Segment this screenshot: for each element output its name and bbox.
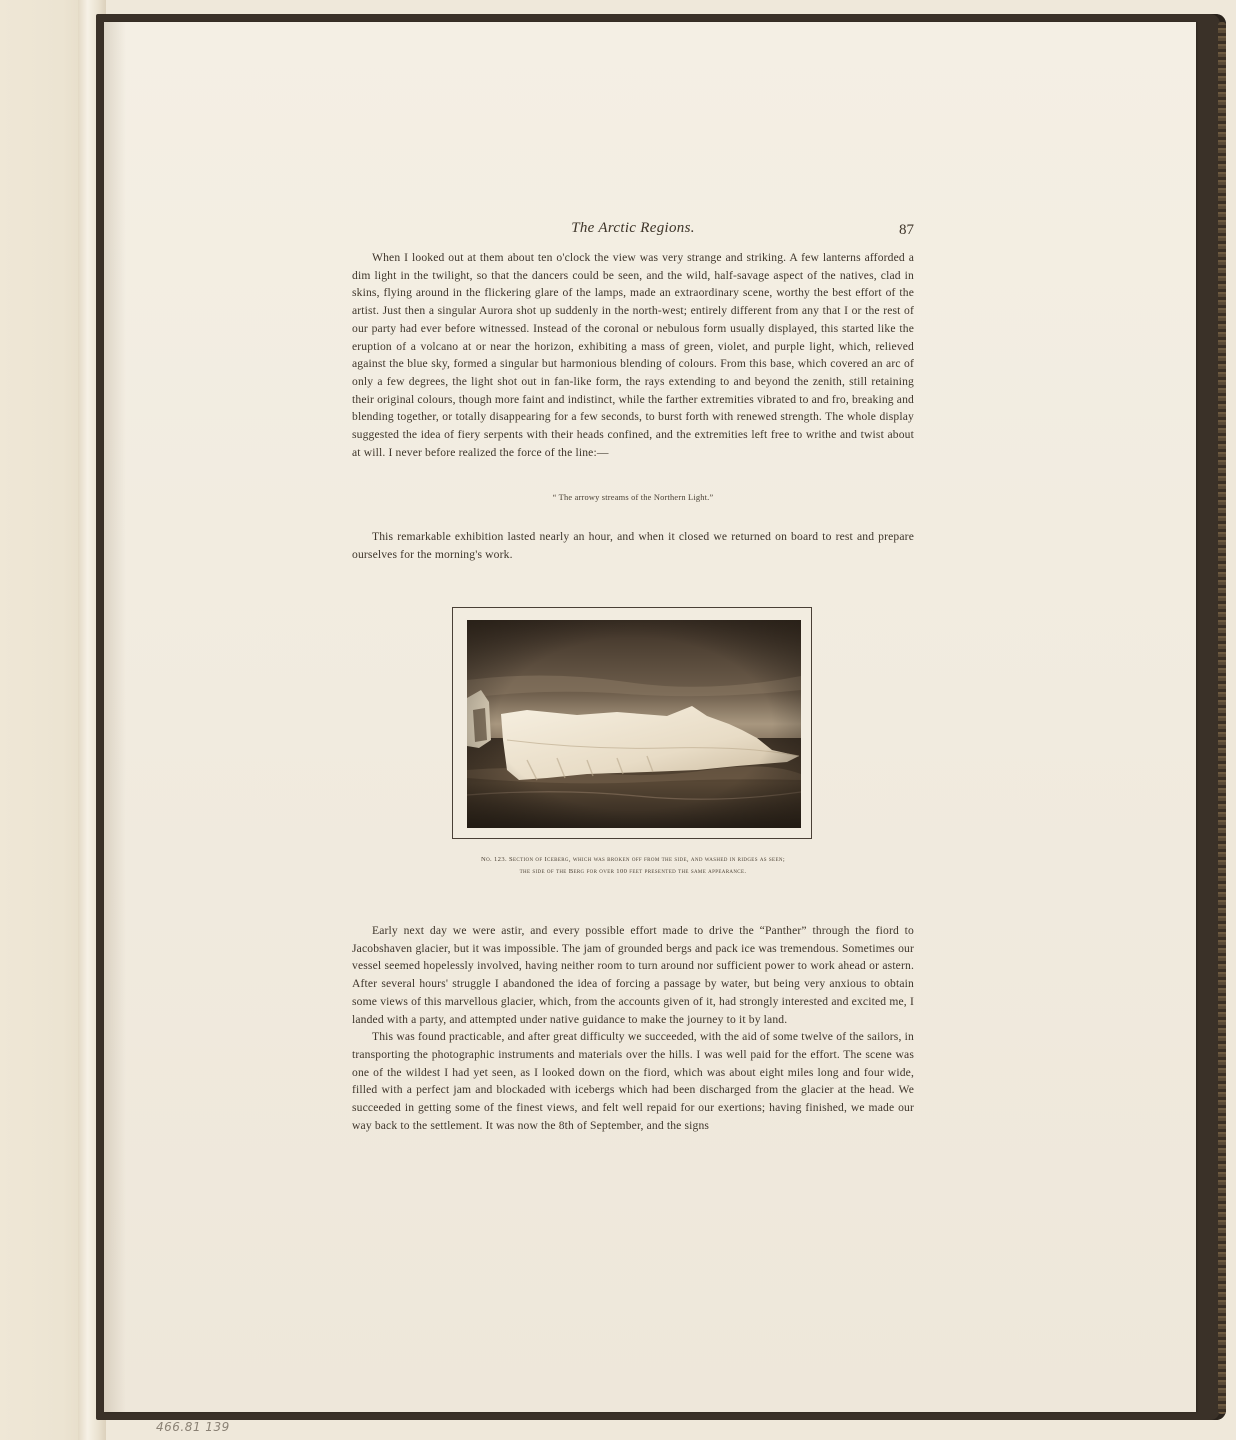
page-title: The Arctic Regions. <box>571 220 695 236</box>
caption-line: the side of the Berg for over 100 feet presented the same appearance. <box>519 868 747 875</box>
plate-caption <box>352 854 914 878</box>
paragraph: Early next day we were astir, and every possible effort made to drive the “Panther” through the fiord to Jacobshaven glacier, but it was impossible. The jam of grounded bergs and pack ice was tremendous. Sometimes our vessel seemed hopelessly involved, having neither room to turn around nor sufficient power to work ahead or astern. After several hours' struggle I abandoned the idea of forcing a passage by water, but being very anxious to obtain some views of this marvellous glacier, which, from the accounts given of it, had strongly interested and excited me, I landed with a party, and attempted under native guidance to make the journey to it by land. <box>352 924 914 1026</box>
page-number: 87 <box>899 222 914 238</box>
paragraph-block-middle <box>352 528 914 563</box>
paragraph: When I looked out at them about ten o'clock the view was very strange and striking. A few lanterns afforded a dim light in the twilight, so that the dancers could be seen, and the wild, half-savage aspect of the natives, clad in skins, flying around in the flickering glare of the lamps, made an extraordinary scene, worthy the best effort of the artist. Just then a singular Aurora shot up suddenly in the north-west; entirely different from any that I or the rest of our party had ever before witnessed. Instead of the coronal or nebulous form usually displayed, this started like the eruption of a volcano at or near the horizon, exhibiting a mass of green, violet, and purple light, which, relieved against the blue sky, formed a singular but harmonious blending of colours. From this base, which covered an arc of only a few degrees, the light shot out in fan-like form, the rays extending to and beyond the zenith, still retaining their original colours, though more faint and indistinct, while the farther extremities vibrated to and fro, breaking and blending together, or totally disappearing for a few seconds, to burst forth with renewed strength. The whole display suggested the idea of fiery serpents with their heads confined, and the extremities left free to writhe and twist about at will. I never before realized the force of the line:— <box>352 251 914 459</box>
cover-edge-binding <box>1218 22 1226 1414</box>
running-head <box>352 218 914 242</box>
iceberg-photograph <box>467 620 801 828</box>
caption-line: No. 123. Section of Iceberg, which was broken off from the side, and washed in ridges as seen; <box>480 856 786 863</box>
paragraph-block-bottom <box>352 922 914 1134</box>
paragraph: This was found practicable, and after great difficulty we succeeded, with the aid of some twelve of the sailors, in transporting the photographic instruments and materials over the hills. I was well paid for the effort. The scene was one of the wildest I had yet seen, as I looked down on the fiord, which was about eight miles long and four wide, filled with a perfect jam and blockaded with icebergs which had been discharged from the glacier at the head. We succeeded in getting some of the finest views, and felt well repaid for our exertions; having finished, we made our way back to the settlement. It was now the 8th of September, and the signs <box>352 1030 914 1132</box>
paragraph-block-top <box>352 249 914 461</box>
paragraph: This remarkable exhibition lasted nearly an hour, and when it closed we returned on board to rest and prepare ourselves for the morning's work. <box>352 530 914 561</box>
pencil-inscription: 466.81 139 <box>156 1420 230 1434</box>
verse-quotation: “ The arrowy streams of the Northern Light.” <box>552 493 714 502</box>
